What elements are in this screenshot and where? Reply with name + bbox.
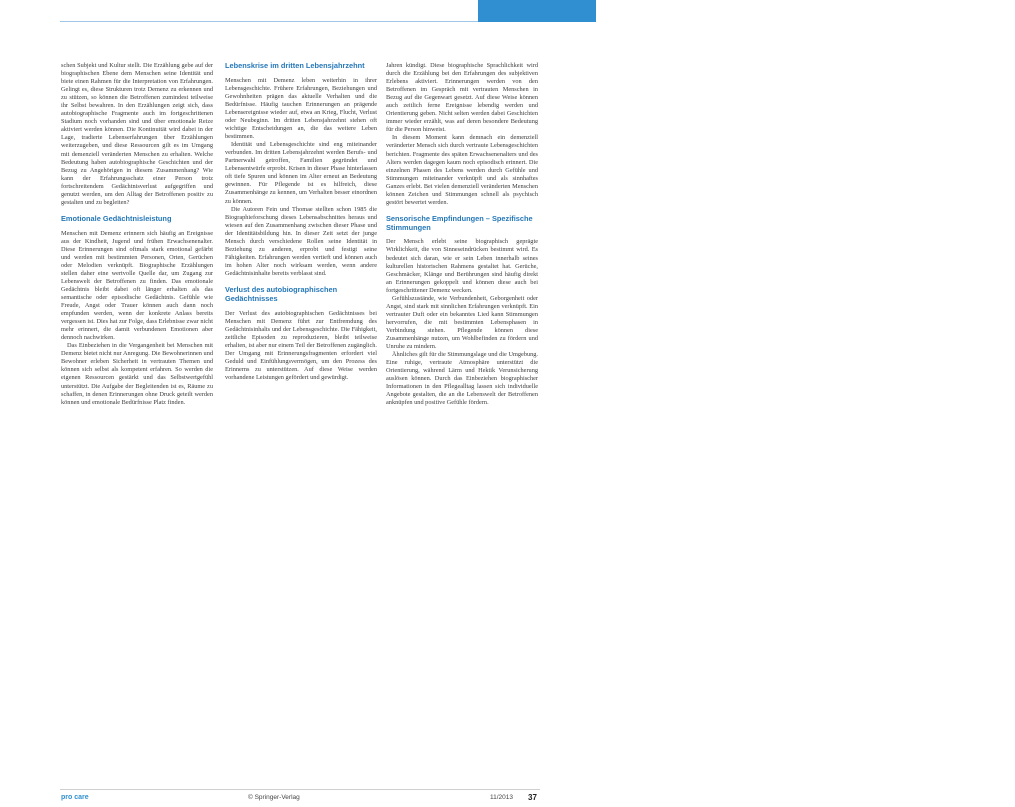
journal-name: pro care (61, 794, 89, 801)
footer-divider (60, 789, 540, 790)
section-heading: Verlust des autobiographischen Gedächtnisses (225, 284, 338, 303)
header-divider (60, 21, 478, 22)
section-heading: Lebenskrise im dritten Lebensjahrzehnt (225, 61, 365, 70)
section-title: geriatrie (964, 3, 1015, 17)
paragraph: Gefühlszustände, wie Verbundenheit, Geborgenheit oder Angst, sind stark mit sinnlichen Erfahrungen verknüpft. Ein vertrauter Duft oder ein bekanntes Lied kann Stimmungen hervorrufen, die mit bestimmten Lebensphasen in Verbindung stehen. Pflegende können diese Zusammenhänge nutzen, um Wohlbefinden zu fördern und Unruhe zu mindern. (386, 294, 538, 351)
issue-date: 11/2013 (490, 794, 514, 801)
paragraph: Die Autoren Fein und Thomae stellten schon 1985 die Biographieforschung dieses Lebensabschnittes heraus und wiesen auf den Zusammenhang zwischen dieser Phase und der Identitätsbildung hin. In dieser Zeit setzt der junge Mensch durch verschiedene Rollen seine Identität in Beziehung zu anderen, erprobt und festigt seine Fähigkeiten. Erfahrungen werden vertieft und können auch im hohen Alter noch wirksam werden, wenn andere Gedächtnisinhalte bereits verblasst sind. (225, 205, 377, 277)
paragraph: Menschen mit Demenz erinnern sich häufig an Ereignisse aus der Kindheit, Jugend und frühen Erwachsenenalter. Diese Erinnerungen sind oftmals stark emotional gefärbt und werden mit bestimmten Personen, Orten, Gerüchen oder Melodien verknüpft. Biographische Erzählungen stellen daher eine wertvolle Quelle dar, um Zugang zur Lebenswelt der Betroffenen zu finden. Das emotionale Gedächtnis bleibt dabei oft länger erhalten als das semantische oder episodische Gedächtnis. Gefühle wie Freude, Angst oder Trauer können auch dann noch empfunden werden, wenn der konkrete Anlass bereits vergessen ist. Dies hat zur Folge, dass Erlebnisse zwar nicht mehr erinnert, die damit verbundenen Emotionen aber dennoch nachwirken. (61, 229, 213, 342)
page-number: 37 (528, 793, 537, 802)
paragraph: Der Mensch erlebt seine biographisch geprägte Wirklichkeit, die von Sinneseindrücken bestimmt wird. Es bedeutet sich daran, wie er sein Leben innerhalb seines kulturellen historischen Rahmens gestaltet hat. Gerüche, Geschmäcker, Klänge und Berührungen sind häufig direkt an Erinnerungen gekoppelt und können diese auch bei fortgeschrittener Demenz wecken. (386, 238, 538, 294)
text-column-1 (61, 62, 213, 407)
section-header-bar (478, 0, 1015, 22)
text-column-3 (386, 62, 538, 407)
paragraph: Menschen mit Demenz leben weiterhin in ihrer Lebensgeschichte. Frühere Erfahrungen, Beziehungen und Gewohnheiten prägen das aktuelle Verhalten und die Bedürfnisse. Häufig tauchen Erinnerungen an prägende Lebensereignisse wieder auf, etwa an Krieg, Flucht, Verlust oder Neubeginn. Im dritten Lebensjahrzehnt stehen oft wichtige Entscheidungen an, die das weitere Leben bestimmen. (225, 76, 377, 141)
paragraph: Jahren kündigt. Diese biographische Sprachlichkeit wird durch die Erzählung bei den Erfahrungen des subjektiven Erlebens aktiviert. Erinnerungen werden von den Betroffenen im Gespräch mit vertrauten Menschen in Bezug auf die Gegenwart gesetzt. Auf diese Weise können auch zeitlich ferne Ereignisse lebendig werden und Orientierung geben. Nicht selten werden dabei Geschichten immer wieder erzählt, was auf deren besondere Bedeutung für die Person hinweist. (386, 62, 538, 134)
section-heading: Emotionale Gedächtnisleistung (61, 213, 172, 223)
paragraph: In diesem Moment kann demnach ein demenziell veränderter Mensch sich durch vertraute Lebensgeschichten berichten. Fragmente des späten Erwachsenenalters und des Alters werden dagegen kaum noch episodisch erinnert. Die einzelnen Phasen des Lebens werden durch Gefühle und Stimmungen miteinander verknüpft und als sinnhaftes Ganzes erlebt. Bei vielen demenziell veränderten Menschen können Zeichen und Stimmungen schnell als psychisch gestört bewertet werden. (386, 134, 538, 206)
paragraph: Identität und Lebensgeschichte sind eng miteinander verbunden. Im dritten Lebensjahrzehnt werden Berufs- und Partnerwahl getroffen, Familien gegründet und Lebensentwürfe erprobt. Krisen in dieser Phase hinterlassen oft tiefe Spuren und können im Alter erneut an Bedeutung gewinnen. Für Pflegende ist es hilfreich, diese Zusammenhänge zu kennen, um Verhalten besser einordnen zu können. (225, 141, 377, 205)
section-heading: Sensorische Empfindungen – Spezifische Stimmungen (386, 213, 533, 232)
paragraph: Das Einbeziehen in die Vergangenheit bei Menschen mit Demenz bietet nicht nur Anregung. Die Bewohnerinnen und Bewohner erleben Sicherheit in vertrauten Themen und können sich selbst als kompetent erfahren. So werden die eigenen Ressourcen gestärkt und das Selbstwertgefühl unterstützt. Die Aufgabe der Begleitenden ist es, Räume zu schaffen, in denen Erinnerungen ohne Druck geteilt werden können und emotionale Bedürfnisse Platz finden. (61, 342, 213, 406)
text-column-2 (225, 62, 377, 382)
paragraph: schen Subjekt und Kultur stellt. Die Erzählung gebe auf der biographischen Ebene dem Menschen seine Identität und biete einen Rahmen für die Interpretation von Erfahrungen. Gelingt es, diese Strukturen trotz Demenz zu erkennen und zu stützen, so können die Betroffenen zumindest teilweise ihr Selbst bewahren. In den Erzählungen zeigt sich, dass autobiographische Fragmente auch im fortgeschrittenen Stadium noch vorhanden sind und über emotionale Reize aktiviert werden können. Die Kontinuität wird dabei in der Lage, tradierte Lebenserfahrungen über Erzählungen weiterzugeben, und diese Ressourcen gilt es im Umgang mit demenziell veränderten Menschen zu erhalten. Welche Bedeutung haben autobiographische Geschichten und der Bezug zu Angehörigen in diesem Zusammenhang? Wie kann der Erfahrungsschatz einer Person trotz fortschreitendem Gedächtnisverlust aufgegriffen und genutzt werden, um den Alltag der Betroffenen positiv zu gestalten und zu begleiten? (61, 62, 213, 206)
publisher-note: © Springer-Verlag (248, 794, 300, 801)
paragraph: Der Verlust des autobiographischen Gedächtnisses bei Menschen mit Demenz führt zur Entfremdung des Gedächtnisinhalts und der Lebensgeschichte. Die Fähigkeit, zeitliche Episoden zu reproduzieren, bleibt teilweise erhalten, ist aber nur einem Teil der Betroffenen zugänglich. Der Umgang mit Erinnerungsfragmenten erfordert viel Geduld und Einfühlungsvermögen, um den Prozess des Erinnerns zu unterstützen. Auf diese Weise werden vorhandene Leistungen gefördert und gewürdigt. (225, 309, 377, 381)
paragraph: Ähnliches gilt für die Stimmungslage und die Umgebung. Eine ruhige, vertraute Atmosphäre unterstützt die Orientierung, während Lärm und Hektik Verunsicherung auslösen können. Durch das Einbeziehen biographischer Informationen in den Pflegealltag lassen sich individuelle Angebote gestalten, die an die Lebenswelt der Betroffenen anknüpfen und positive Gefühle fördern. (386, 351, 538, 407)
